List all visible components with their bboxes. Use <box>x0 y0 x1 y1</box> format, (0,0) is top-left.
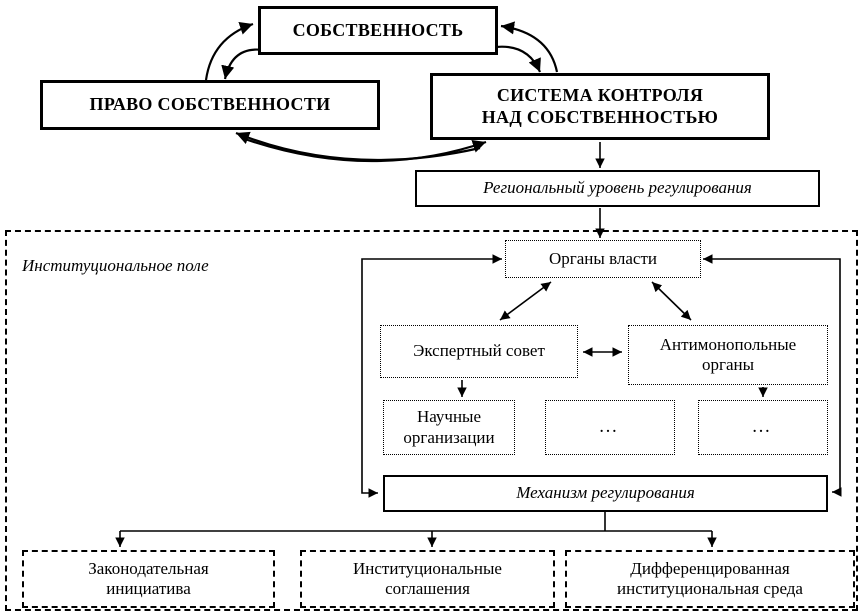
control-system-line1: СИСТЕМА КОНТРОЛЯ <box>496 85 704 106</box>
scientific-line1: Научные <box>416 407 482 427</box>
antimonopoly-line1: Антимонопольные <box>659 334 797 354</box>
legislative-line1: Законодательная <box>88 558 209 578</box>
ellipsis-node-2 <box>698 400 828 455</box>
authorities-label: Органы власти <box>549 248 657 268</box>
institutional-field-label: Институциональное поле <box>22 256 209 275</box>
environment-line1: Дифференцированная <box>630 558 790 578</box>
scientific-line2: организации <box>403 427 495 447</box>
expert-council-node <box>380 325 578 378</box>
control-system-line2: НАД СОБСТВЕННОСТЬЮ <box>481 106 719 127</box>
regional-level-node <box>415 170 820 207</box>
scientific-organizations-node <box>383 400 515 455</box>
authorities-node <box>505 240 701 278</box>
property-label: СОБСТВЕННОСТЬ <box>292 19 464 40</box>
agreements-line2: соглашения <box>385 579 470 598</box>
property-right-label: ПРАВО СОБСТВЕННОСТИ <box>89 94 331 115</box>
antimonopoly-node <box>628 325 828 385</box>
institutional-agreements-node <box>300 550 555 608</box>
institutional-environment-node <box>565 550 855 608</box>
ellipsis-1-label: … <box>598 416 622 438</box>
mechanism-node <box>383 475 828 512</box>
mechanism-label: Механизм регулирования <box>516 483 695 503</box>
antimonopoly-line2: органы <box>701 355 755 374</box>
property-node <box>258 6 498 55</box>
ellipsis-2-label: … <box>751 416 775 438</box>
control-system-node <box>430 73 770 140</box>
ellipsis-node-1 <box>545 400 675 455</box>
agreements-line1: Институциональные <box>353 558 502 578</box>
legislative-line2: инициатива <box>106 579 191 598</box>
expert-council-label: Экспертный совет <box>413 341 545 361</box>
environment-line2: институциональная среда <box>617 579 803 598</box>
regional-level-label: Региональный уровень регулирования <box>483 178 752 198</box>
property-right-node <box>40 80 380 130</box>
legislative-initiative-node <box>22 550 275 608</box>
